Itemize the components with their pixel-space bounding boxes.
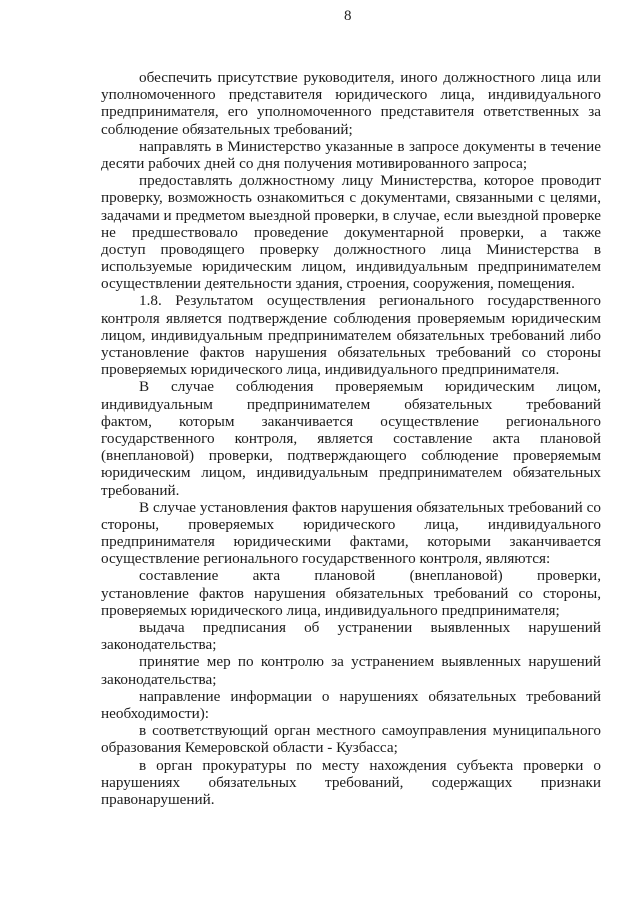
text-line: обеспечить присутствие руководителя, иного должностного лица или [139,69,601,86]
document-body [101,69,601,808]
text-line: в орган прокуратуры по месту нахождения субъекта проверки о [139,756,601,774]
text-line: задачами и предметом выездной проверки, в случае, если выездной проверке [101,206,601,224]
text-line: 1.8. Результатом осуществления регионального государственного [139,292,601,310]
text-line: предпринимателя юридическими фактами, которыми заканчивается [101,533,601,551]
text-line: (внеплановой) проверки, подтверждающего соблюдение проверяемым [101,447,601,465]
text-line: осуществление регионального государственного контроля, являются: [101,550,551,568]
paragraph [101,138,601,172]
text-line: лицом, индивидуальным предпринимателем обязательных требований либо [101,326,601,344]
paragraph [101,378,601,498]
text-line: направлять в Министерство указанные в запросе документы в течение [139,137,601,155]
text-line: предоставлять должностному лицу Министерства, которое проводит [139,172,601,190]
text-line: В случае соблюдения проверяемым юридическим лицом, [139,378,601,396]
paragraph [101,688,601,722]
text-line: направление информации о нарушениях обязательных требований [139,687,601,705]
paragraph [101,653,601,687]
text-line: В случае установления фактов нарушения обязательных требований со [139,498,601,516]
text-line: доступ проводящего проверку должностного лица Министерства в [101,240,601,258]
text-line: десяти рабочих дней со дня получения мотивированного запроса; [101,154,528,172]
text-line: в соответствующий орган местного самоуправления муниципального [139,722,601,740]
text-line: правонарушений. [101,790,215,808]
text-line: стороны, проверяемых юридического лица, индивидуального [101,515,601,533]
paragraph [101,567,601,619]
text-line: установление фактов нарушения обязательных требований со стороны [101,344,601,361]
text-line: выдача предписания об устранении выявленных нарушений [139,619,601,636]
text-line: образования Кемеровской области - Кузбасса; [101,739,398,757]
text-line: фактом, которым заканчивается осуществление регионального [101,412,601,430]
page-number: 8 [344,8,352,24]
text-line: необходимости): [101,704,210,722]
paragraph [101,69,601,138]
text-line: индивидуальным предпринимателем обязательных требований [101,395,601,413]
text-line: проверяемых юридического лица, индивидуального предпринимателя. [101,361,560,379]
paragraph [101,172,601,292]
text-line: установление фактов нарушения обязательных требований со стороны, [101,584,601,602]
text-line: государственного контроля, является составление акта плановой [101,429,601,447]
text-line: нарушениях обязательных требований, содержащих признаки [101,773,601,791]
text-line: используемые юридическим лицом, индивидуальным предпринимателем [101,258,601,276]
text-line: проверяемых юридического лица, индивидуального предпринимателя; [101,601,560,619]
text-line: не предшествовало проведение документарной проверки, а также [101,223,601,241]
paragraph [101,619,601,653]
text-line: осуществлении деятельности здания, строения, сооружения, помещения. [101,275,575,293]
text-line: соблюдение обязательных требований; [101,120,353,138]
text-line: принятие мер по контролю за устранением выявленных нарушений [139,653,601,671]
text-line: требований. [101,481,180,499]
text-line: законодательства; [101,636,217,654]
paragraph [101,722,601,756]
paragraph [101,757,601,809]
text-line: юридическим лицом, индивидуальным предпринимателем обязательных [101,464,601,482]
text-line: законодательства; [101,670,217,688]
text-line: уполномоченного представителя юридического лица, индивидуального [101,86,601,104]
text-line: предпринимателя, его уполномоченного представителя ответственных за [101,103,601,121]
text-line: проверку, возможность ознакомиться с документами, связанными с целями, [101,189,601,207]
text-line: контроля является подтверждение соблюдения проверяемым юридическим [101,309,601,327]
paragraph [101,499,601,568]
paragraph [101,292,601,378]
text-line: составление акта плановой (внеплановой) проверки, [139,567,601,585]
